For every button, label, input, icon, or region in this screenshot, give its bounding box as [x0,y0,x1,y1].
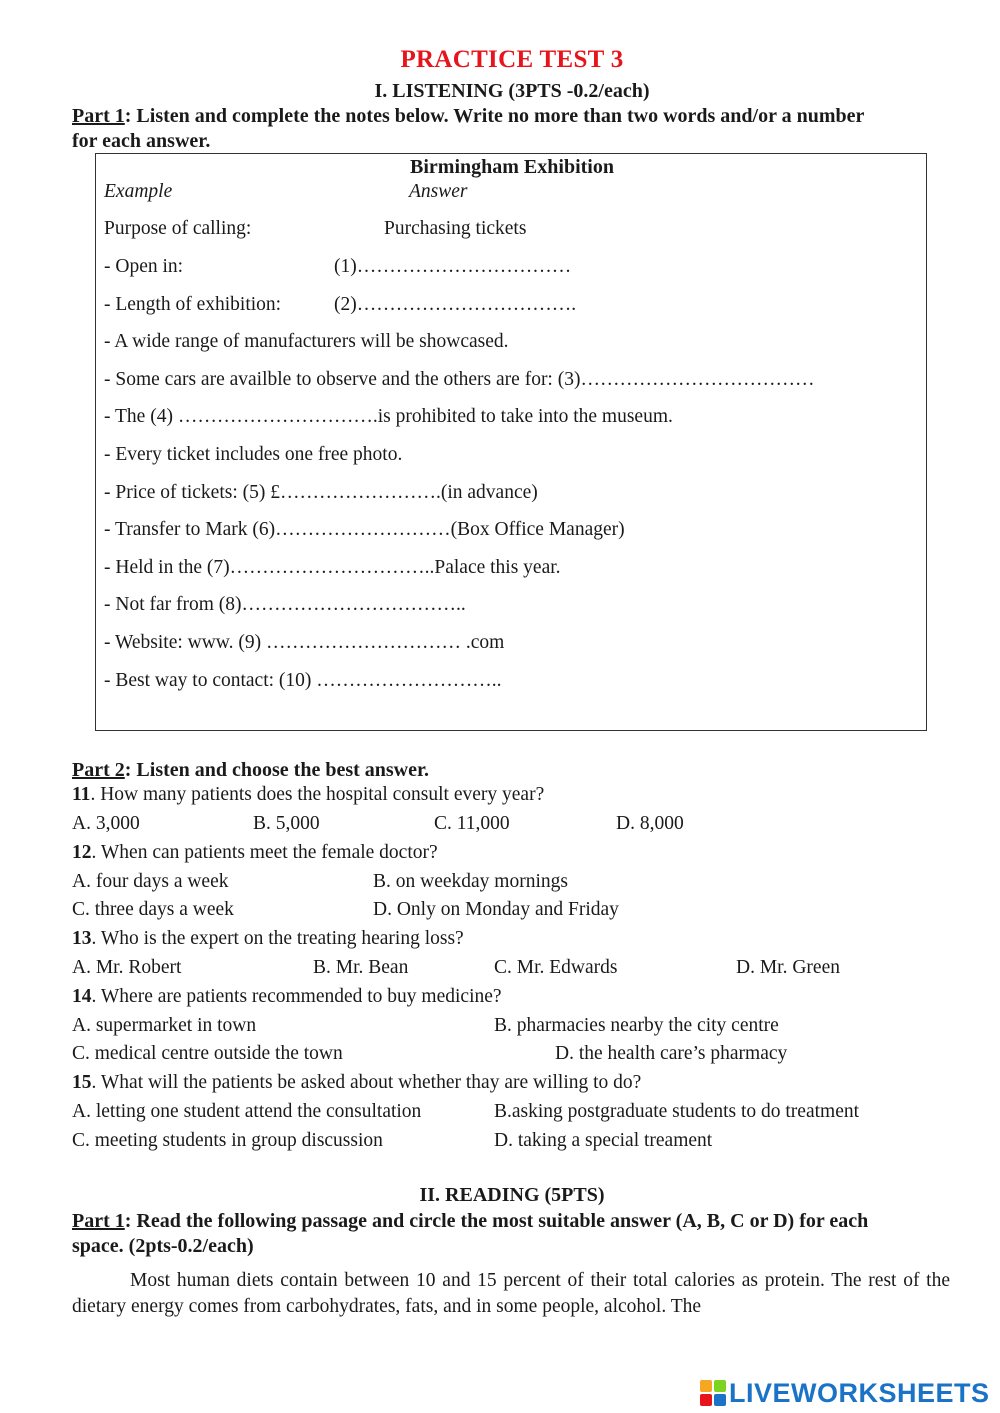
option-15-b[interactable]: B.asking postgraduate students to do treatment [494,1101,860,1122]
logo-icon-tile [700,1394,712,1406]
section-listening-heading: I. LISTENING (3PTS -0.2/each) [374,80,650,102]
note-line-blank-4[interactable]: - The (4) ………………………….is prohibited to take into the museum. [104,406,673,427]
reading-part1-instruction-text: : Read the following passage and circle the most suitable answer (A, B, C or D) for each [124,1210,869,1232]
question-text: . How many patients does the hospital consult every year? [90,784,545,805]
reading-part1-instruction-cont: space. (2pts-0.2/each) [72,1235,254,1257]
blank-2[interactable]: (2)……………………………. [334,294,577,315]
option-12-a[interactable]: A. four days a week [72,871,229,892]
purpose-label: Purpose of calling: [104,218,252,239]
question-12 [72,842,438,864]
logo-text: LIVEWORKSHEETS [729,1377,990,1408]
question-text: . Who is the expert on the treating hearing loss? [91,928,464,949]
part1-instruction-cont: for each answer. [72,130,211,152]
note-line-blank-3[interactable]: - Some cars are availble to observe and the others are for: (3)……………………………… [104,369,815,390]
reading-part1-label: Part 1 [72,1210,125,1232]
question-number: 13 [72,928,92,949]
option-11-b[interactable]: B. 5,000 [253,813,320,834]
reading-passage [72,1268,950,1320]
logo-icon [700,1380,726,1406]
logo-icon-tile [714,1394,726,1406]
question-number: 12 [72,842,92,863]
section-reading-heading: II. READING (5PTS) [419,1184,605,1206]
option-15-c[interactable]: C. meeting students in group discussion [72,1130,383,1151]
option-15-d[interactable]: D. taking a special treament [494,1130,713,1151]
note-line-blank-8[interactable]: - Not far from (8)…………………………….. [104,594,466,615]
note-line-blank-6[interactable]: - Transfer to Mark (6)………………………(Box Office Manager) [104,519,625,540]
option-12-c[interactable]: C. three days a week [72,899,234,920]
question-text: . What will the patients be asked about whether thay are willing to do? [91,1072,642,1093]
part1-instruction-text: : Listen and complete the notes below. Write no more than two words and/or a number [124,105,865,127]
question-13 [72,928,464,950]
liveworksheets-logo[interactable] [700,1376,990,1410]
part2-label: Part 2 [72,759,125,781]
box-title: Birmingham Exhibition [410,156,614,178]
note-line-blank-7[interactable]: - Held in the (7)…………………………..Palace this year. [104,557,561,578]
question-text: . When can patients meet the female doctor? [91,842,438,863]
note-line-blank-5[interactable]: - Price of tickets: (5) £…………………….(in advance) [104,482,538,503]
note-line: - Every ticket includes one free photo. [104,444,403,465]
option-14-a[interactable]: A. supermarket in town [72,1015,257,1036]
part2-instruction [72,759,429,782]
option-14-b[interactable]: B. pharmacies nearby the city centre [494,1015,779,1036]
answer-label: Answer [409,181,468,202]
question-11 [72,784,544,806]
option-14-d[interactable]: D. the health care’s pharmacy [555,1043,788,1064]
option-13-c[interactable]: C. Mr. Edwards [494,957,618,978]
part2-instruction-text: : Listen and choose the best answer. [124,759,430,781]
open-label: - Open in: [104,256,184,277]
question-text: . Where are patients recommended to buy medicine? [91,986,502,1007]
part1-label: Part 1 [72,105,125,127]
option-13-a[interactable]: A. Mr. Robert [72,957,182,978]
part1-instruction [72,105,864,128]
question-number: 11 [72,784,91,805]
logo-icon-tile [700,1380,712,1392]
option-11-d[interactable]: D. 8,000 [616,813,684,834]
option-12-d[interactable]: D. Only on Monday and Friday [373,899,619,920]
option-11-c[interactable]: C. 11,000 [434,813,510,834]
option-15-a[interactable]: A. letting one student attend the consultation [72,1101,422,1122]
question-number: 14 [72,986,92,1007]
logo-icon-tile [714,1380,726,1392]
reading-part1-instruction [72,1210,868,1233]
example-label: Example [104,181,173,202]
option-13-b[interactable]: B. Mr. Bean [313,957,409,978]
page-title: PRACTICE TEST 3 [400,46,624,73]
purpose-value: Purchasing tickets [384,218,527,239]
question-15 [72,1072,641,1094]
length-label: - Length of exhibition: [104,294,282,315]
question-14 [72,986,502,1008]
option-11-a[interactable]: A. 3,000 [72,813,140,834]
option-12-b[interactable]: B. on weekday mornings [373,871,568,892]
note-line: - A wide range of manufacturers will be showcased. [104,331,509,352]
reading-passage-text: Most human diets contain between 10 and 15 percent of their total calories as protein. The rest of the dietary energy comes from carbohydrates, fats, and in some people, alcohol. The [72,1270,950,1317]
option-14-c[interactable]: C. medical centre outside the town [72,1043,343,1064]
note-line-blank-10[interactable]: - Best way to contact: (10) ……………………….. [104,670,502,691]
blank-1[interactable]: (1)…………………………… [334,256,572,277]
question-number: 15 [72,1072,92,1093]
note-line-blank-9[interactable]: - Website: www. (9) ………………………… .com [104,632,505,653]
option-13-d[interactable]: D. Mr. Green [736,957,840,978]
